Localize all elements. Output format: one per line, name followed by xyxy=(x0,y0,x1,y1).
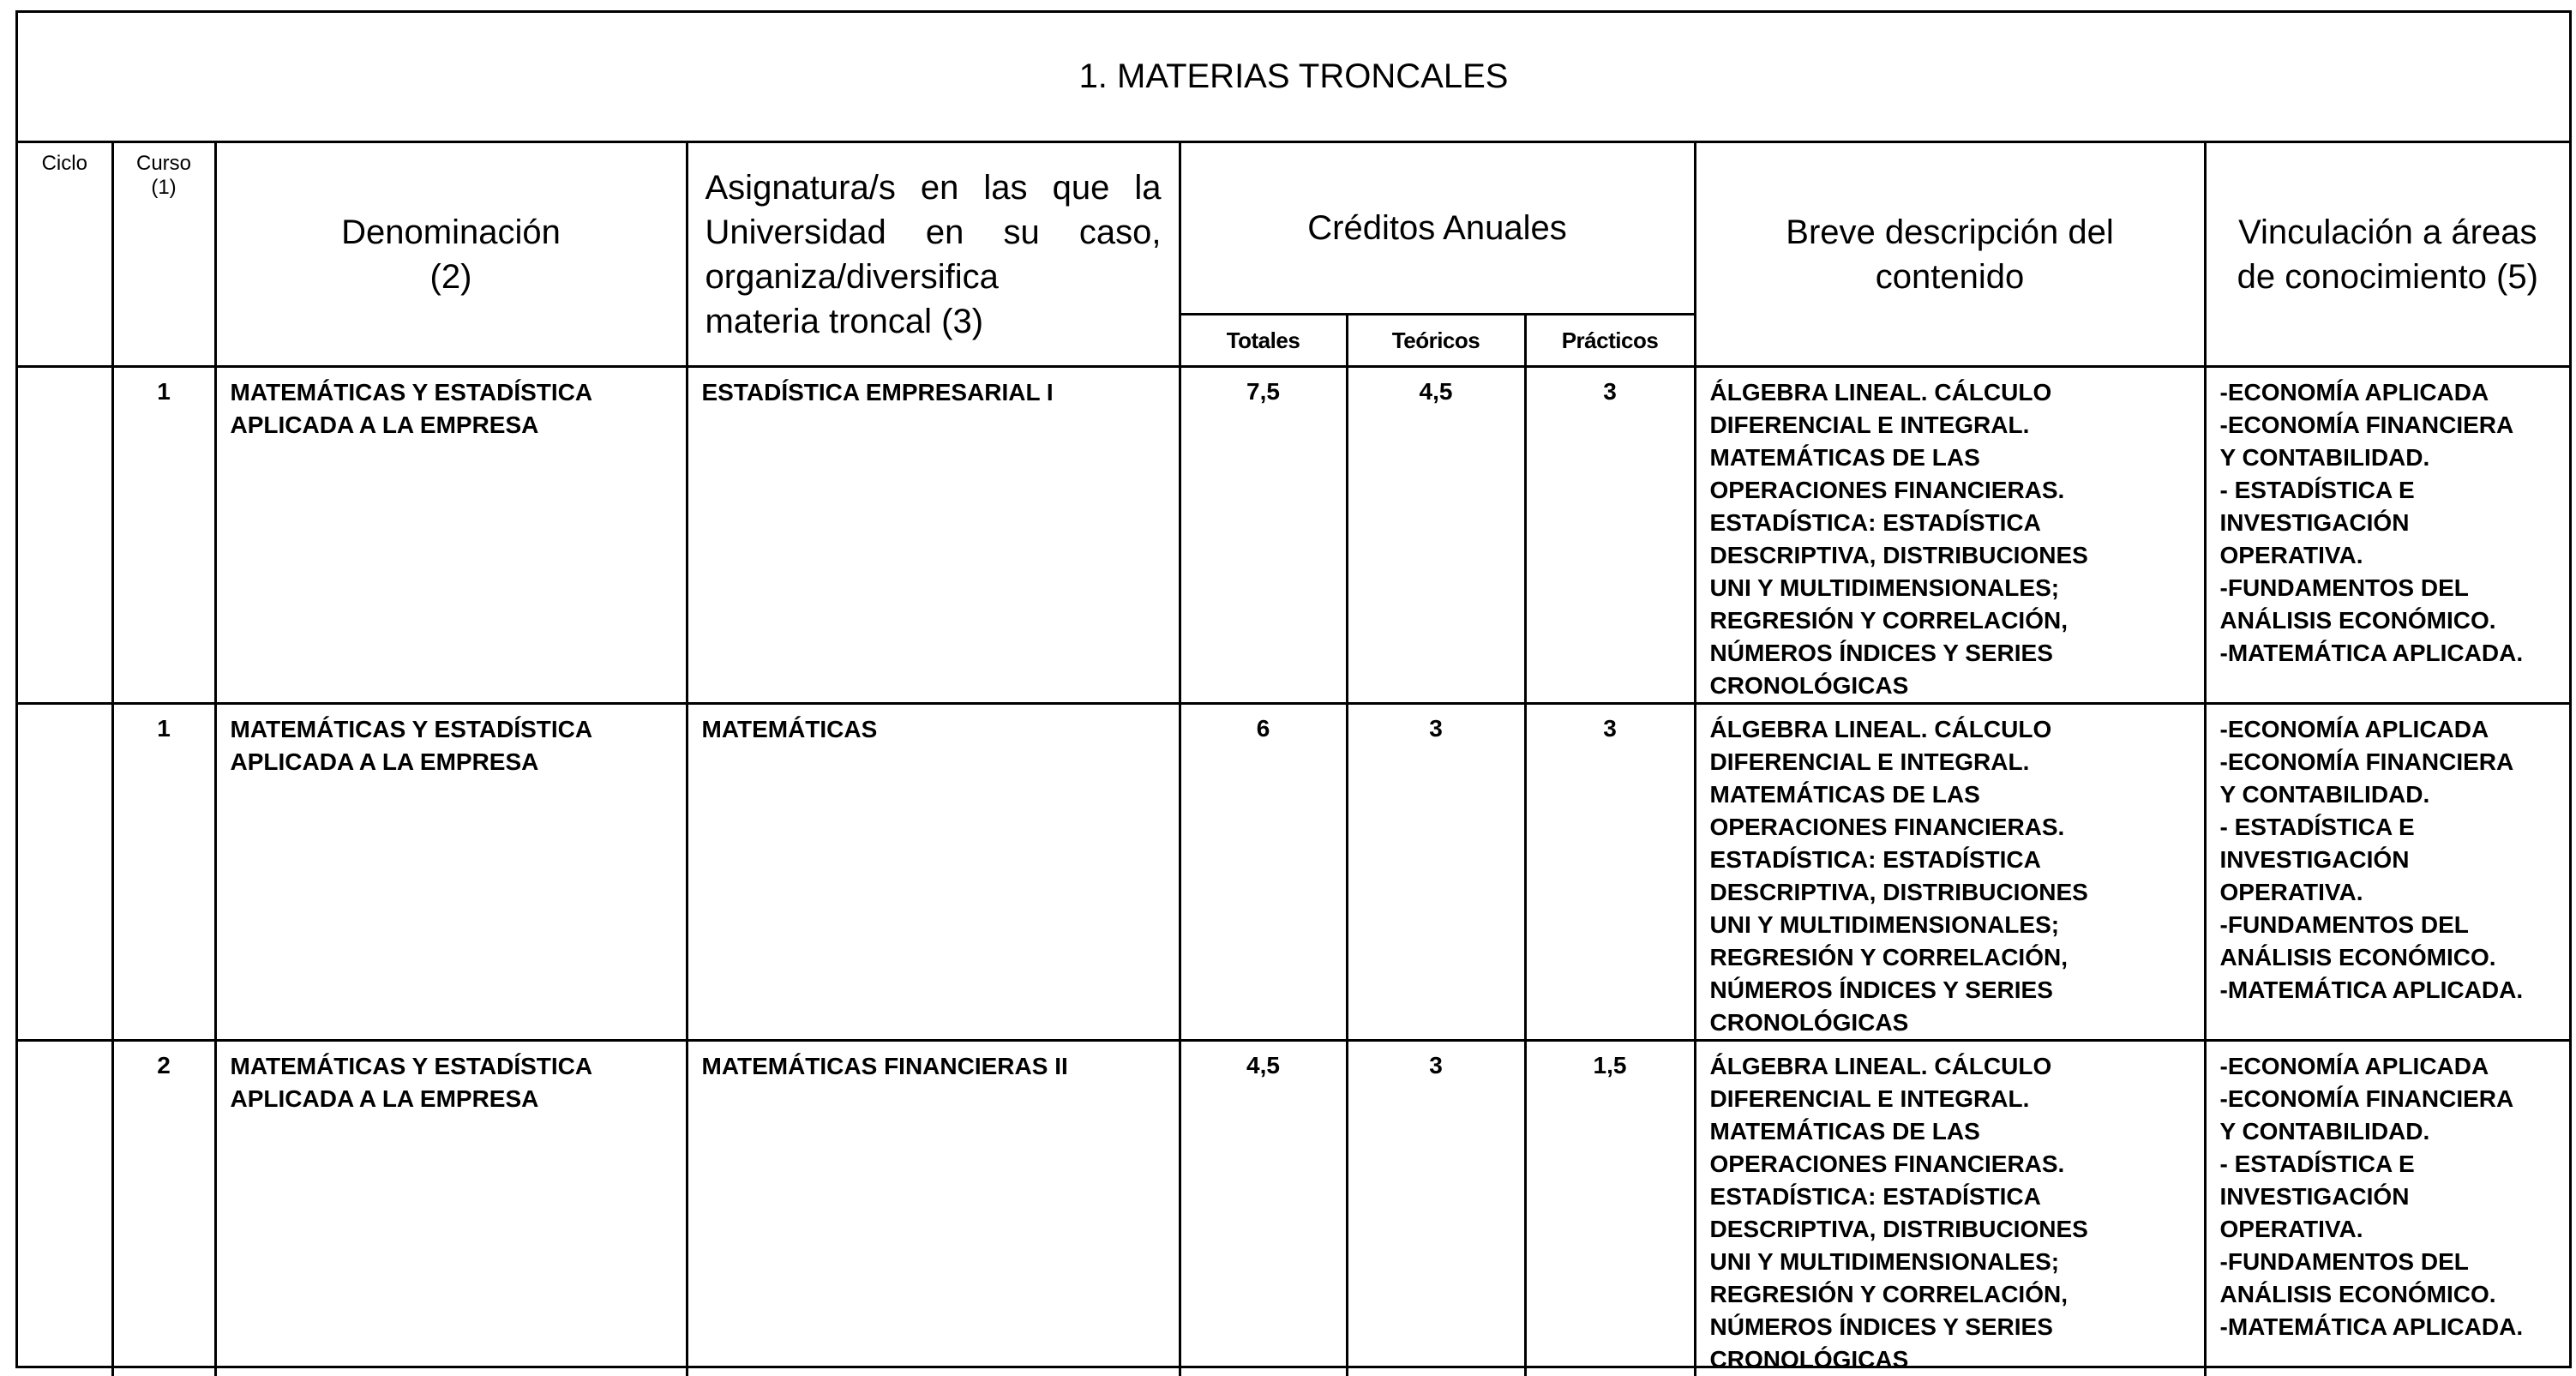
header-curso-note: (1) xyxy=(114,176,214,200)
cell-vinculacion-line: - ESTADÍSTICA E xyxy=(2220,474,2561,507)
cell-descripcion-line: REGRESIÓN Y CORRELACIÓN, xyxy=(1710,941,2195,974)
header-row xyxy=(18,143,2569,315)
cell-vinculacion-line: OPERATIVA. xyxy=(2220,1213,2561,1246)
table-row xyxy=(18,704,2569,1041)
header-totales: Totales xyxy=(1180,315,1347,367)
cell-vinculacion-line: -ECONOMÍA FINANCIERA xyxy=(2220,1083,2561,1115)
header-asignatura-line: materia troncal (3) xyxy=(706,299,1162,344)
cell-totales: 4,5 xyxy=(1180,1041,1347,1376)
cell-descripcion-line: CRONOLÓGICAS xyxy=(1710,1343,2195,1376)
cell-teoricos: 3 xyxy=(1347,1041,1525,1376)
cell-descripcion-line: ESTADÍSTICA: ESTADÍSTICA xyxy=(1710,507,2195,539)
cell-descripcion-line: UNI Y MULTIDIMENSIONALES; xyxy=(1710,1246,2195,1278)
cell-descripcion-line: DIFERENCIAL E INTEGRAL. xyxy=(1710,746,2195,778)
cell-descripcion-line: ESTADÍSTICA: ESTADÍSTICA xyxy=(1710,844,2195,876)
cell-vinculacion xyxy=(2205,704,2569,1041)
cell-asignatura: MATEMÁTICAS FINANCIERAS II xyxy=(687,1041,1180,1376)
cell-curso: 1 xyxy=(112,704,215,1041)
cell-vinculacion-line: -ECONOMÍA FINANCIERA xyxy=(2220,746,2561,778)
cell-vinculacion-line: -FUNDAMENTOS DEL xyxy=(2220,1246,2561,1278)
cell-practicos: 3 xyxy=(1525,704,1695,1041)
cell-descripcion xyxy=(1695,704,2205,1041)
cell-descripcion-line: ESTADÍSTICA: ESTADÍSTICA xyxy=(1710,1181,2195,1213)
cell-vinculacion-line: INVESTIGACIÓN xyxy=(2220,844,2561,876)
cell-vinculacion-line: OPERATIVA. xyxy=(2220,539,2561,572)
cell-denominacion xyxy=(215,1041,687,1376)
cell-descripcion-line: REGRESIÓN Y CORRELACIÓN, xyxy=(1710,1278,2195,1311)
document-sheet xyxy=(15,10,2572,1368)
cell-asignatura: MATEMÁTICAS xyxy=(687,704,1180,1041)
cell-teoricos: 3 xyxy=(1347,704,1525,1041)
cell-vinculacion-line: Y CONTABILIDAD. xyxy=(2220,442,2561,474)
header-vinculacion xyxy=(2205,143,2569,367)
cell-vinculacion-line: ANÁLISIS ECONÓMICO. xyxy=(2220,604,2561,637)
header-descripcion-label: contenido xyxy=(1696,255,2204,299)
cell-teoricos: 4,5 xyxy=(1347,367,1525,704)
cell-vinculacion-line: -ECONOMÍA APLICADA xyxy=(2220,376,2561,409)
cell-descripcion-line: OPERACIONES FINANCIERAS. xyxy=(1710,474,2195,507)
header-ciclo xyxy=(18,143,112,367)
cell-descripcion-line: ÁLGEBRA LINEAL. CÁLCULO xyxy=(1710,376,2195,409)
header-asignatura xyxy=(687,143,1180,367)
header-vinculacion-label: Vinculación a áreas xyxy=(2207,210,2570,255)
cell-curso: 2 xyxy=(112,1041,215,1376)
cell-vinculacion-line: ANÁLISIS ECONÓMICO. xyxy=(2220,1278,2561,1311)
header-descripcion xyxy=(1695,143,2205,367)
header-asignatura-line: Universidad en su caso, xyxy=(706,210,1162,255)
cell-descripcion-line: MATEMÁTICAS DE LAS xyxy=(1710,1115,2195,1148)
cell-vinculacion-line: INVESTIGACIÓN xyxy=(2220,507,2561,539)
cell-ciclo xyxy=(18,1041,112,1376)
header-practicos: Prácticos xyxy=(1525,315,1695,367)
cell-vinculacion-line: -ECONOMÍA APLICADA xyxy=(2220,1050,2561,1083)
cell-denominacion-line: APLICADA A LA EMPRESA xyxy=(231,1083,677,1115)
cell-vinculacion-line: -MATEMÁTICA APLICADA. xyxy=(2220,1311,2561,1343)
header-asignatura-line: organiza/diversifica xyxy=(706,255,1162,299)
table-row xyxy=(18,367,2569,704)
cell-descripcion xyxy=(1695,367,2205,704)
cell-vinculacion-line: - ESTADÍSTICA E xyxy=(2220,811,2561,844)
cell-descripcion-line: CRONOLÓGICAS xyxy=(1710,1006,2195,1039)
cell-descripcion-line: OPERACIONES FINANCIERAS. xyxy=(1710,811,2195,844)
cell-descripcion-line: REGRESIÓN Y CORRELACIÓN, xyxy=(1710,604,2195,637)
cell-descripcion-line: NÚMEROS ÍNDICES Y SERIES xyxy=(1710,637,2195,670)
header-asignatura-line: Asignatura/s en las que la xyxy=(706,165,1162,210)
header-curso-label: Curso xyxy=(114,152,214,176)
cell-practicos: 3 xyxy=(1525,367,1695,704)
cell-descripcion-line: DESCRIPTIVA, DISTRIBUCIONES xyxy=(1710,1213,2195,1246)
cell-denominacion-line: MATEMÁTICAS Y ESTADÍSTICA xyxy=(231,376,677,409)
page-title: 1. MATERIAS TRONCALES xyxy=(1079,57,1509,96)
cell-denominacion-line: MATEMÁTICAS Y ESTADÍSTICA xyxy=(231,713,677,746)
cell-vinculacion-line: -ECONOMÍA APLICADA xyxy=(2220,713,2561,746)
cell-denominacion-line: APLICADA A LA EMPRESA xyxy=(231,746,677,778)
cell-totales: 6 xyxy=(1180,704,1347,1041)
cell-vinculacion xyxy=(2205,367,2569,704)
cell-descripcion-line: MATEMÁTICAS DE LAS xyxy=(1710,442,2195,474)
subjects-table xyxy=(18,143,2569,1376)
cell-descripcion-line: DIFERENCIAL E INTEGRAL. xyxy=(1710,409,2195,442)
cell-descripcion-line: DIFERENCIAL E INTEGRAL. xyxy=(1710,1083,2195,1115)
header-vinculacion-label: de conocimiento (5) xyxy=(2207,255,2570,299)
header-denominacion-label: Denominación xyxy=(217,210,686,255)
cell-descripcion xyxy=(1695,1041,2205,1376)
cell-descripcion-line: CRONOLÓGICAS xyxy=(1710,670,2195,702)
cell-descripcion-line: OPERACIONES FINANCIERAS. xyxy=(1710,1148,2195,1181)
cell-ciclo xyxy=(18,367,112,704)
header-denominacion xyxy=(215,143,687,367)
cell-descripcion-line: ÁLGEBRA LINEAL. CÁLCULO xyxy=(1710,1050,2195,1083)
cell-descripcion-line: MATEMÁTICAS DE LAS xyxy=(1710,778,2195,811)
header-curso xyxy=(112,143,215,367)
cell-descripcion-line: DESCRIPTIVA, DISTRIBUCIONES xyxy=(1710,539,2195,572)
cell-practicos: 1,5 xyxy=(1525,1041,1695,1376)
cell-vinculacion-line: Y CONTABILIDAD. xyxy=(2220,1115,2561,1148)
cell-curso: 1 xyxy=(112,367,215,704)
cell-vinculacion-line: - ESTADÍSTICA E xyxy=(2220,1148,2561,1181)
cell-vinculacion-line: -FUNDAMENTOS DEL xyxy=(2220,909,2561,941)
cell-vinculacion-line: Y CONTABILIDAD. xyxy=(2220,778,2561,811)
cell-vinculacion-line: OPERATIVA. xyxy=(2220,876,2561,909)
header-teoricos: Teóricos xyxy=(1347,315,1525,367)
header-creditos-label: Créditos Anuales xyxy=(1307,209,1566,247)
cell-descripcion-line: ÁLGEBRA LINEAL. CÁLCULO xyxy=(1710,713,2195,746)
cell-denominacion-line: APLICADA A LA EMPRESA xyxy=(231,409,677,442)
cell-vinculacion xyxy=(2205,1041,2569,1376)
cell-totales: 7,5 xyxy=(1180,367,1347,704)
cell-descripcion-line: DESCRIPTIVA, DISTRIBUCIONES xyxy=(1710,876,2195,909)
header-denominacion-note: (2) xyxy=(217,255,686,299)
cell-descripcion-line: NÚMEROS ÍNDICES Y SERIES xyxy=(1710,1311,2195,1343)
cell-denominacion xyxy=(215,704,687,1041)
cell-descripcion-line: UNI Y MULTIDIMENSIONALES; xyxy=(1710,909,2195,941)
cell-vinculacion-line: -MATEMÁTICA APLICADA. xyxy=(2220,637,2561,670)
cell-vinculacion-line: -MATEMÁTICA APLICADA. xyxy=(2220,974,2561,1006)
cell-descripcion-line: NÚMEROS ÍNDICES Y SERIES xyxy=(1710,974,2195,1006)
cell-asignatura: ESTADÍSTICA EMPRESARIAL I xyxy=(687,367,1180,704)
table-row xyxy=(18,1041,2569,1376)
cell-vinculacion-line: -ECONOMÍA FINANCIERA xyxy=(2220,409,2561,442)
cell-vinculacion-line: -FUNDAMENTOS DEL xyxy=(2220,572,2561,604)
cell-denominacion xyxy=(215,367,687,704)
cell-vinculacion-line: INVESTIGACIÓN xyxy=(2220,1181,2561,1213)
cell-ciclo xyxy=(18,704,112,1041)
cell-descripcion-line: UNI Y MULTIDIMENSIONALES; xyxy=(1710,572,2195,604)
title-band xyxy=(18,13,2569,143)
header-creditos xyxy=(1180,143,1695,315)
cell-vinculacion-line: ANÁLISIS ECONÓMICO. xyxy=(2220,941,2561,974)
header-descripcion-label: Breve descripción del xyxy=(1696,210,2204,255)
cell-denominacion-line: MATEMÁTICAS Y ESTADÍSTICA xyxy=(231,1050,677,1083)
header-ciclo-label: Ciclo xyxy=(42,152,87,175)
